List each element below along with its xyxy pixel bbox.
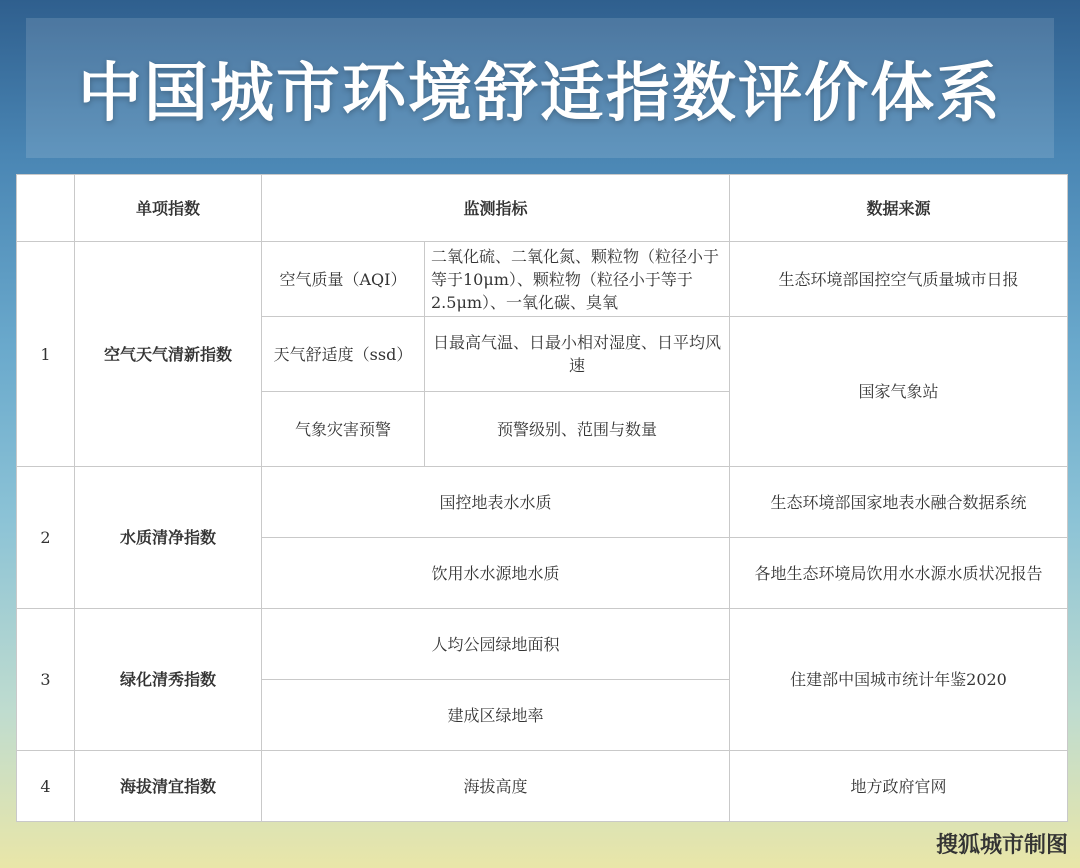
row-index: 3 [17, 609, 75, 751]
header-indicator: 监测指标 [262, 175, 730, 242]
header-single-index: 单项指数 [75, 175, 262, 242]
row-index: 2 [17, 467, 75, 609]
table-row [17, 242, 1068, 317]
page-title: 中国城市环境舒适指数评价体系 [78, 57, 1002, 131]
indicator-cell: 二氧化硫、二氧化氮、颗粒物（粒径小于等于10μm）、颗粒物（粒径小于等于2.5μm）、一氧化碳、臭氧 [425, 242, 730, 317]
sub-indicator: 天气舒适度（ssd） [262, 317, 425, 392]
indicator-cell: 人均公园绿地面积 [262, 609, 730, 680]
indicator-cell: 预警级别、范围与数量 [425, 392, 730, 467]
source-cell: 住建部中国城市统计年鉴2020 [730, 609, 1068, 751]
indicator-cell: 日最高气温、日最小相对湿度、日平均风速 [425, 317, 730, 392]
index-table [16, 174, 1068, 822]
row-index: 4 [17, 751, 75, 822]
index-name: 海拔清宜指数 [75, 751, 262, 822]
source-cell: 各地生态环境局饮用水水源水质状况报告 [730, 538, 1068, 609]
table-row [17, 751, 1068, 822]
indicator-cell: 海拔高度 [262, 751, 730, 822]
table-header-row [17, 175, 1068, 242]
table-row [17, 467, 1068, 538]
header-source: 数据来源 [730, 175, 1068, 242]
header-index [17, 175, 75, 242]
source-cell: 国家气象站 [730, 317, 1068, 467]
indicator-cell: 饮用水水源地水质 [262, 538, 730, 609]
sub-indicator: 空气质量（AQI） [262, 242, 425, 317]
credit-text: 搜狐城市制图 [935, 833, 1068, 858]
index-name: 空气天气清新指数 [75, 242, 262, 467]
index-name: 绿化清秀指数 [75, 609, 262, 751]
row-index: 1 [17, 242, 75, 467]
indicator-cell: 建成区绿地率 [262, 680, 730, 751]
source-cell: 生态环境部国控空气质量城市日报 [730, 242, 1068, 317]
table-row [17, 609, 1068, 680]
indicator-cell: 国控地表水水质 [262, 467, 730, 538]
source-cell: 生态环境部国家地表水融合数据系统 [730, 467, 1068, 538]
index-name: 水质清净指数 [75, 467, 262, 609]
sub-indicator: 气象灾害预警 [262, 392, 425, 467]
title-banner [26, 18, 1054, 158]
source-cell: 地方政府官网 [730, 751, 1068, 822]
